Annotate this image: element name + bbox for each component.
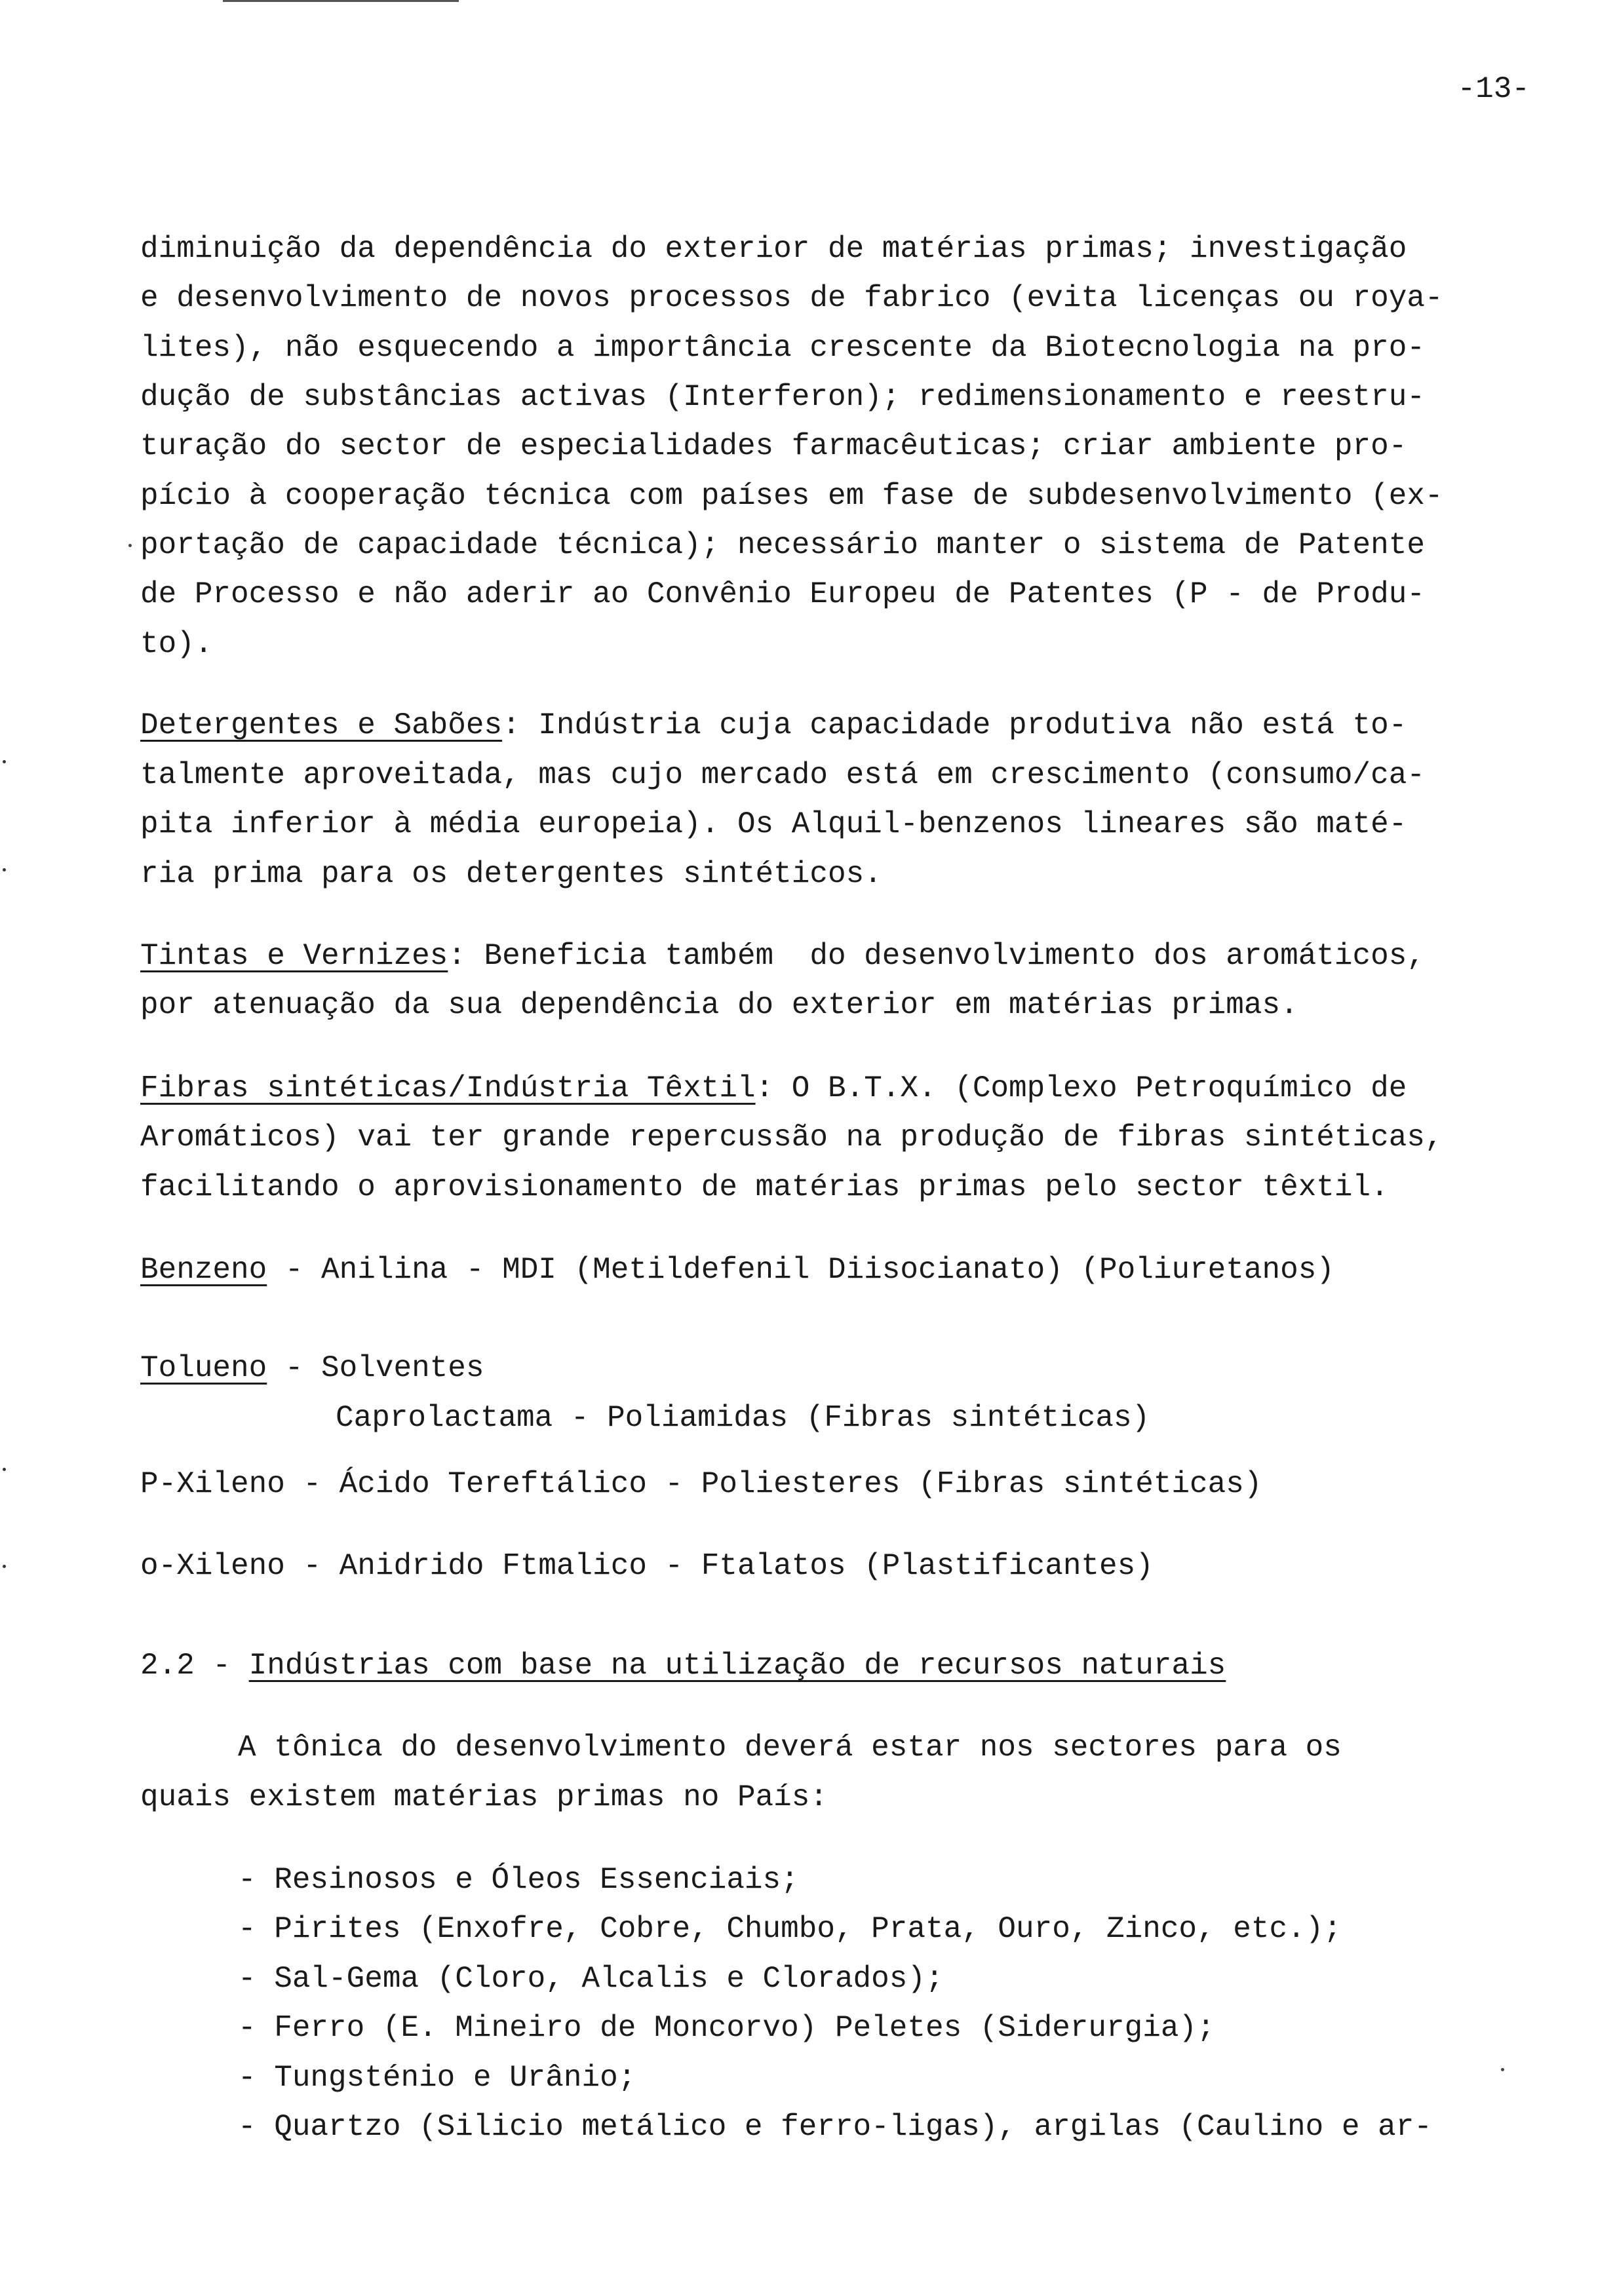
paragraph-line: facilitando o aprovisionamento de matérias primas pelo sector têxtil. <box>140 1170 1389 1204</box>
oxileno-line: o-Xileno - Anidrido Ftmalico - Ftalatos (Plastificantes) <box>140 1549 1154 1583</box>
benzeno-line <box>140 1255 1334 1285</box>
paragraph-line: dução de substâncias activas (Interferon); redimensionamento e reestru- <box>140 380 1425 414</box>
list-item: - Resinosos e Óleos Essenciais; <box>238 1863 799 1897</box>
paragraph-line: lites), não esquecendo a importância crescente da Biotecnologia na pro- <box>140 331 1425 365</box>
fibras-first-text: : O B.T.X. (Complexo Petroquímico de <box>755 1071 1407 1105</box>
paragraph-line: de Processo e não aderir ao Convênio Europeu de Patentes (P - de Produ- <box>140 577 1425 611</box>
section-heading <box>140 1651 1226 1681</box>
section-intro-line: quais existem matérias primas no País: <box>140 1780 828 1814</box>
paragraph-line: portação de capacidade técnica); necessário manter o sistema de Patente <box>140 528 1425 562</box>
paragraph-line: talmente aproveitada, mas cujo mercado está em crescimento (consumo/ca- <box>140 758 1425 792</box>
list-item: - Quartzo (Silicio metálico e ferro-ligas), argilas (Caulino e ar- <box>238 2110 1432 2144</box>
tolueno-line <box>140 1353 484 1383</box>
detergentes-heading: Detergentes e Sabões <box>140 708 503 742</box>
list-item: - Tungsténio e Urânio; <box>238 2061 636 2095</box>
list-item: - Sal-Gema (Cloro, Alcalis e Clorados); <box>238 1962 944 1996</box>
paragraph-line: turação do sector de especialidades farmacêuticas; criar ambiente pro- <box>140 429 1407 463</box>
top-rule <box>223 0 459 2</box>
tintas-heading: Tintas e Vernizes <box>140 939 448 973</box>
tolueno-text: - Solventes <box>267 1351 484 1385</box>
scan-mark <box>3 760 6 763</box>
benzeno-label: Benzeno <box>140 1253 267 1287</box>
list-item: - Pirites (Enxofre, Cobre, Chumbo, Prata, Ouro, Zinco, etc.); <box>238 1912 1342 1946</box>
section-title: Indústrias com base na utilização de recursos naturais <box>248 1649 1226 1683</box>
detergentes-first-line <box>140 710 1407 740</box>
scan-mark <box>128 544 132 547</box>
page-number: -13- <box>1457 72 1530 106</box>
tolueno-line-2: Caprolactama - Poliamidas (Fibras sintéticas) <box>336 1401 1150 1435</box>
paragraph-line: to). <box>140 627 213 661</box>
paragraph-line: pício à cooperação técnica com países em fase de subdesenvolvimento (ex- <box>140 479 1443 513</box>
benzeno-text: - Anilina - MDI (Metildefenil Diisocianato) (Poliuretanos) <box>267 1253 1334 1287</box>
paragraph-line: e desenvolvimento de novos processos de fabrico (evita licenças ou roya- <box>140 281 1443 315</box>
section-number: 2.2 - <box>140 1649 249 1683</box>
scan-mark <box>3 868 6 871</box>
scan-mark <box>3 1565 6 1568</box>
scan-mark <box>3 1468 6 1471</box>
fibras-first-line <box>140 1073 1407 1103</box>
paragraph-line: pita inferior à média europeia). Os Alquil-benzenos lineares são maté- <box>140 807 1407 841</box>
paragraph-line: Aromáticos) vai ter grande repercussão na produção de fibras sintéticas, <box>140 1120 1443 1155</box>
scan-mark <box>1501 2068 1504 2071</box>
section-intro-line: A tônica do desenvolvimento deverá estar nos sectores para os <box>238 1731 1342 1765</box>
tintas-first-line <box>140 941 1425 971</box>
paragraph-line: por atenuação da sua dependência do exterior em matérias primas. <box>140 988 1298 1022</box>
fibras-heading: Fibras sintéticas/Indústria Têxtil <box>140 1071 756 1105</box>
list-item: - Ferro (E. Mineiro de Moncorvo) Peletes (Siderurgia); <box>238 2011 1215 2045</box>
detergentes-first-text: : Indústria cuja capacidade produtiva não está to- <box>502 708 1407 742</box>
paragraph-line: ria prima para os detergentes sintéticos. <box>140 857 882 891</box>
pxileno-line: P-Xileno - Ácido Tereftálico - Poliesteres (Fibras sintéticas) <box>140 1467 1262 1501</box>
tolueno-label: Tolueno <box>140 1351 267 1385</box>
paragraph-line: diminuição da dependência do exterior de matérias primas; investigação <box>140 232 1407 266</box>
tintas-first-text: : Beneficia também do desenvolvimento dos aromáticos, <box>448 939 1425 973</box>
